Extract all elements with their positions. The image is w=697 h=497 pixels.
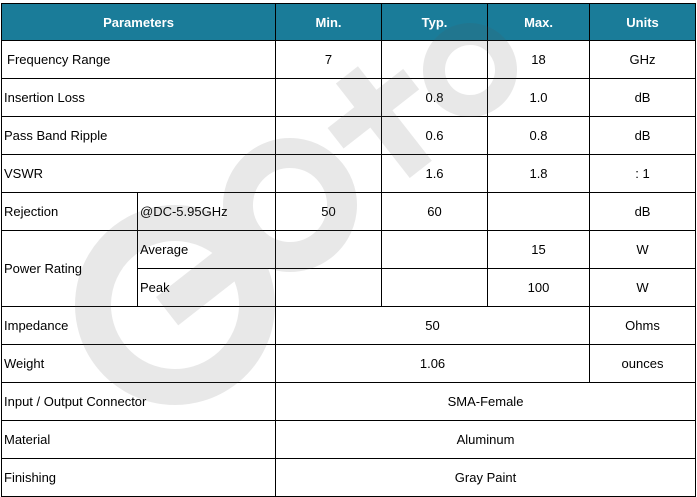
insertion-loss-typ: 0.8 [382, 79, 488, 117]
vswr-label: VSWR [2, 155, 276, 193]
vswr-max: 1.8 [488, 155, 590, 193]
finishing-value: Gray Paint [276, 459, 696, 497]
rejection-unit: dB [590, 193, 696, 231]
header-min: Min. [276, 4, 382, 41]
finishing-label: Finishing [2, 459, 276, 497]
rejection-label: Rejection [2, 193, 138, 231]
table-row-vswr [2, 155, 696, 193]
pass-band-ripple-label: Pass Band Ripple [2, 117, 276, 155]
table-row-connector [2, 383, 696, 421]
power-average-label: Average [138, 231, 276, 269]
table-row-finishing [2, 459, 696, 497]
connector-value: SMA-Female [276, 383, 696, 421]
insertion-loss-min [276, 79, 382, 117]
power-average-max: 15 [488, 231, 590, 269]
table-row-pass-band-ripple [2, 117, 696, 155]
table-row-rejection [2, 193, 696, 231]
header-typ: Typ. [382, 4, 488, 41]
impedance-label: Impedance [2, 307, 276, 345]
power-peak-unit: W [590, 269, 696, 307]
material-label: Material [2, 421, 276, 459]
frequency-range-typ [382, 41, 488, 79]
frequency-range-unit: GHz [590, 41, 696, 79]
material-value: Aluminum [276, 421, 696, 459]
pass-band-ripple-min [276, 117, 382, 155]
impedance-unit: Ohms [590, 307, 696, 345]
vswr-typ: 1.6 [382, 155, 488, 193]
power-peak-min [276, 269, 382, 307]
header-row [2, 4, 696, 41]
power-rating-label: Power Rating [2, 231, 138, 307]
table-row-material [2, 421, 696, 459]
frequency-range-label: Frequency Range [2, 41, 276, 79]
vswr-unit: : 1 [590, 155, 696, 193]
insertion-loss-unit: dB [590, 79, 696, 117]
weight-unit: ounces [590, 345, 696, 383]
rejection-max [488, 193, 590, 231]
insertion-loss-label: Insertion Loss [2, 79, 276, 117]
header-units: Units [590, 4, 696, 41]
power-peak-max: 100 [488, 269, 590, 307]
table-row-insertion-loss [2, 79, 696, 117]
insertion-loss-max: 1.0 [488, 79, 590, 117]
connector-label: Input / Output Connector [2, 383, 276, 421]
table-row-power-average [2, 231, 696, 269]
pass-band-ripple-unit: dB [590, 117, 696, 155]
impedance-value: 50 [276, 307, 590, 345]
rejection-min: 50 [276, 193, 382, 231]
header-max: Max. [488, 4, 590, 41]
rejection-typ: 60 [382, 193, 488, 231]
weight-value: 1.06 [276, 345, 590, 383]
frequency-range-max: 18 [488, 41, 590, 79]
table-row-impedance [2, 307, 696, 345]
vswr-min [276, 155, 382, 193]
specifications-table [1, 3, 696, 497]
power-average-min [276, 231, 382, 269]
table-row-frequency-range [2, 41, 696, 79]
pass-band-ripple-typ: 0.6 [382, 117, 488, 155]
header-parameters: Parameters [2, 4, 276, 41]
power-average-unit: W [590, 231, 696, 269]
power-peak-typ [382, 269, 488, 307]
weight-label: Weight [2, 345, 276, 383]
frequency-range-min: 7 [276, 41, 382, 79]
power-peak-label: Peak [138, 269, 276, 307]
pass-band-ripple-max: 0.8 [488, 117, 590, 155]
rejection-condition: @DC-5.95GHz [138, 193, 276, 231]
power-average-typ [382, 231, 488, 269]
table-row-weight [2, 345, 696, 383]
